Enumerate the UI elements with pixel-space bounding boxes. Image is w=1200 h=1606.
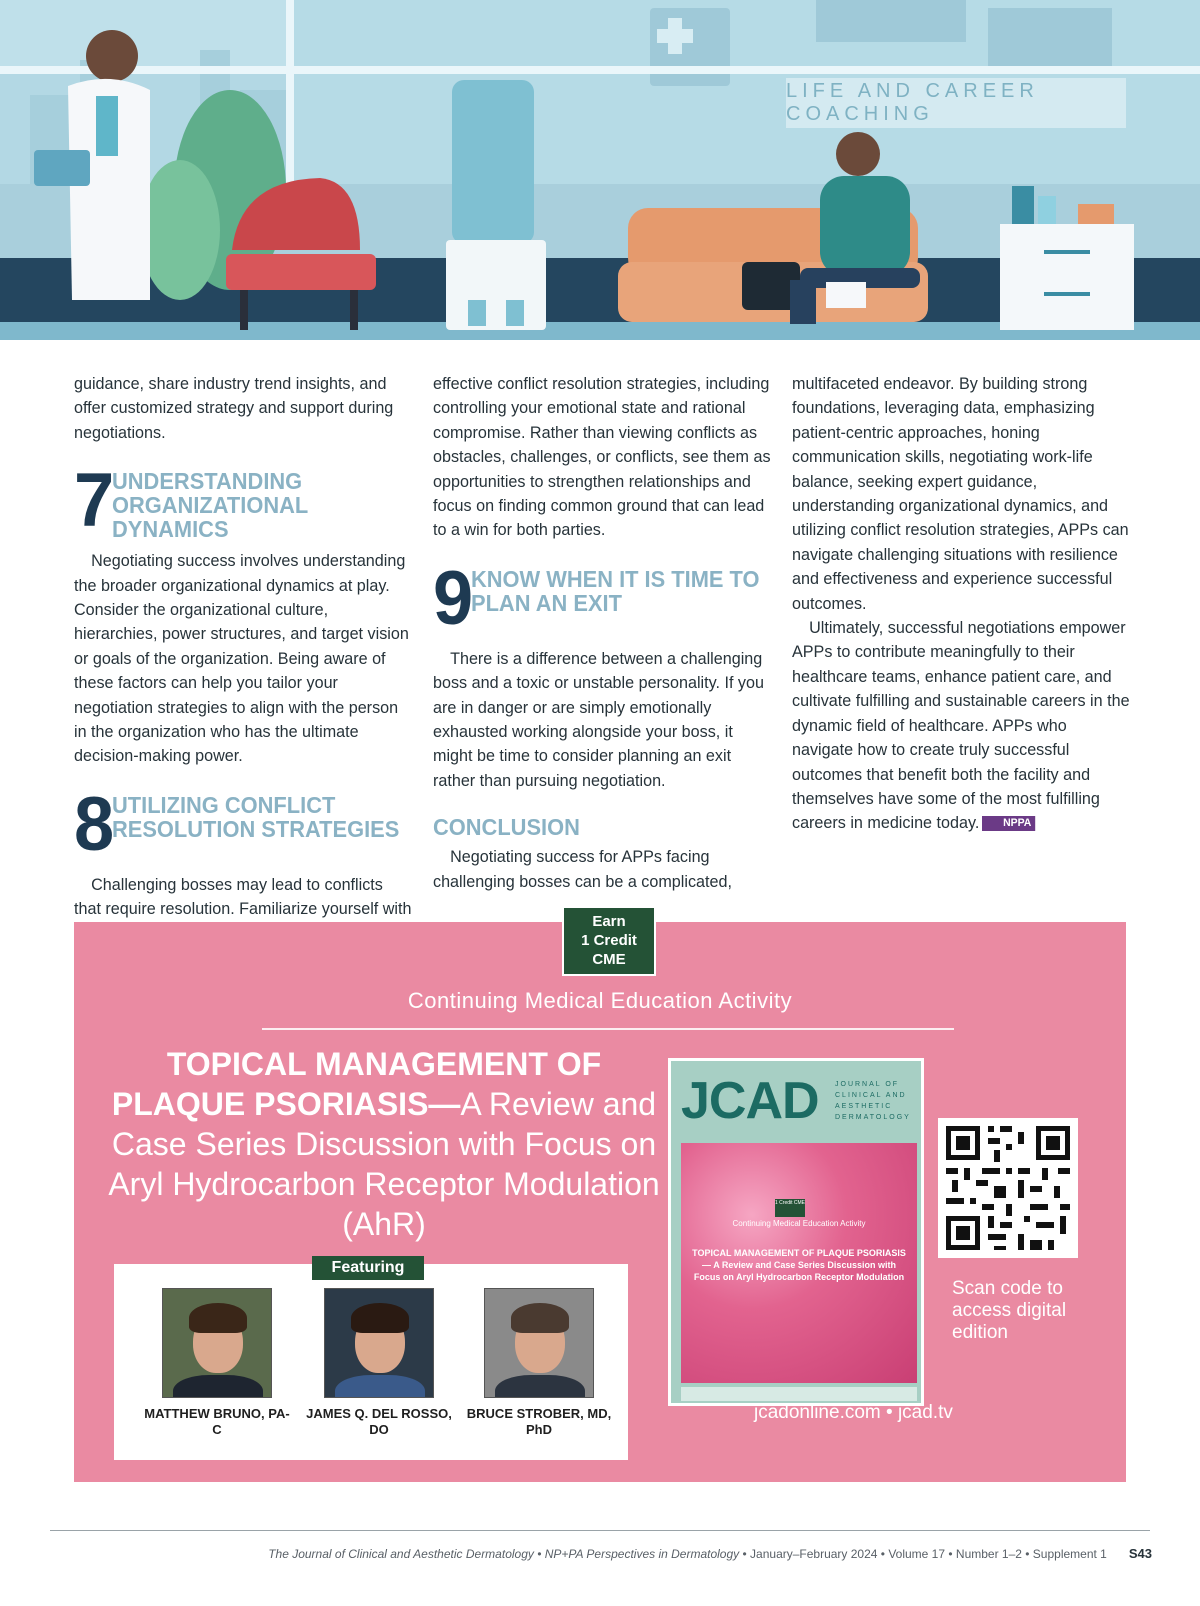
nppa-badge: NPPA: [982, 816, 1035, 831]
footer-issue: • January–February 2024 • Volume 17 • Number 1–2 • Supplement 1: [739, 1547, 1107, 1561]
banner-label: LIFE AND CAREER COACHING: [786, 80, 1039, 125]
cme-website-link[interactable]: jcadonline.com • jcad.tv: [754, 1402, 953, 1423]
column1-intro: guidance, share industry trend insights, and offer customized strategy and support during negotiations.: [74, 374, 394, 442]
cover-footer-strip: [681, 1387, 917, 1401]
faculty-card: [464, 1288, 614, 1438]
column3-para1: multifaceted endeavor. By building strong foundations, leveraging data, emphasizing patient-centric approaches, honing communication skills, negotiating work-life balance, seeking expert guidance, understanding organizational dynamics, and utilizing conflict resolution strategies, APPs can navigate challenging situations with resilience and effectiveness and experience successful outcomes.: [792, 374, 1129, 613]
section-title: UNDERSTANDING ORGANIZATIONAL DYNAMICS: [112, 468, 308, 543]
footer-journal: The Journal of Clinical and Aesthetic Dermatology • NP+PA Perspectives in Dermatology: [268, 1547, 740, 1561]
faculty-card: [304, 1288, 454, 1438]
section-7-body: Negotiating success involves understanding the broader organizational dynamics at play. Consider the organizational culture, hierarchies, power structures, and target vision or goals of the organization. Being aware of these factors can help you tailor your negotiation strategies to align with the person in the organization who has the ultimate decision-making power.: [74, 551, 409, 766]
page-number: S43: [1128, 1546, 1152, 1561]
section-7-heading: [74, 458, 412, 544]
conclusion-body: Negotiating success for APPs facing challenging bosses can be a complicated,: [433, 847, 732, 891]
cover-title: TOPICAL MANAGEMENT OF PLAQUE PSORIASIS— A Review and Case Series Discussion with Focus on Aryl Hydrocarbon Receptor Modulation: [692, 1248, 906, 1282]
cme-title-rest: A Review and Case Series Discussion with Focus on Aryl Hydrocarbon Receptor Modulation (AhR): [108, 1086, 660, 1242]
section-number: 9: [433, 555, 474, 641]
faculty-name: MATTHEW BRUNO, PA-C: [144, 1406, 290, 1437]
earn-line-2: 1 Credit: [581, 932, 637, 949]
scan-instructions: Scan code to access digital edition: [952, 1278, 1067, 1343]
featuring-badge: Featuring: [312, 1256, 424, 1280]
section-title: KNOW WHEN IT IS TIME TO PLAN AN EXIT: [471, 565, 760, 616]
hero-illustration: [0, 0, 1200, 340]
faculty-photo: [324, 1288, 434, 1398]
section-9-body: There is a difference between a challenging boss and a toxic or unstable personality. If you are in danger or are simply emotionally exhausted working alongside your boss, it might be time to consider planning an exit rather than pursuing negotiation.: [433, 648, 764, 790]
column3-para2-text: Ultimately, successful negotiations empower APPs to contribute meaningfully to their healthcare teams, enhance patient care, and cultivate fulfilling and sustainable careers in the dynamic field of healthcare. APPs who navigate how to create truly successful outcomes that benefit both the facility and themselves have some of the most fulfilling careers in medicine today.: [792, 618, 1130, 833]
cover-activity-label: Continuing Medical Education Activity: [732, 1219, 866, 1228]
jcad-logo-subtitle: JOURNAL OF CLINICAL AND AESTHETIC DERMATOLOGY: [835, 1081, 911, 1121]
section-number: 7: [74, 458, 115, 544]
cover-cme-chip: 1 Credit CME: [775, 1199, 805, 1217]
earn-credit-badge: [562, 906, 656, 976]
cme-title: [104, 1044, 664, 1244]
divider: [262, 1028, 954, 1030]
section-8-body: Challenging bosses may lead to conflicts that require resolution. Familiarize yourself with: [74, 874, 412, 919]
column3-para2: [792, 616, 1130, 836]
faculty-name: JAMES Q. DEL ROSSO, DO: [306, 1406, 452, 1437]
text-column-1: [74, 372, 412, 922]
faculty-card: [142, 1288, 292, 1438]
section-title: UTILIZING CONFLICT RESOLUTION STRATEGIES: [112, 791, 400, 842]
cme-advertisement[interactable]: [74, 922, 1126, 1482]
section-banner: [786, 78, 1126, 128]
section-9-heading: [433, 555, 771, 641]
page-footer: [268, 1546, 1152, 1561]
text-column-3: [792, 372, 1130, 836]
section-8-heading: [74, 781, 412, 867]
jcad-logo: JCAD: [681, 1072, 819, 1130]
cme-title-strong: TOPICAL MANAGEMENT OF PLAQUE PSORIASIS—: [111, 1046, 602, 1122]
cme-activity-label: Continuing Medical Education Activity: [407, 988, 793, 1013]
earn-line-3: CME: [592, 951, 626, 968]
faculty-photo: [484, 1288, 594, 1398]
office-scene-illustration: [0, 0, 1200, 340]
faculty-name: BRUCE STROBER, MD, PhD: [466, 1406, 612, 1437]
section-number: 8: [74, 781, 115, 867]
column2-intro: effective conflict resolution strategies, including controlling your emotional state and rational compromise. Rather than viewing conflicts as obstacles, challenges, or conflicts, see them as opportunities to strengthen relationships and focus on finding common ground that can lead to a win for both parties.: [433, 374, 771, 540]
conclusion-heading: CONCLUSION: [433, 814, 580, 841]
qr-code-icon[interactable]: [938, 1118, 1078, 1258]
text-column-2: [433, 372, 771, 894]
journal-cover-image[interactable]: [668, 1058, 924, 1406]
qr-code-graphic: [938, 1118, 1078, 1258]
footer-divider: [50, 1530, 1150, 1531]
earn-line-1: Earn: [592, 913, 626, 930]
faculty-photo: [162, 1288, 272, 1398]
